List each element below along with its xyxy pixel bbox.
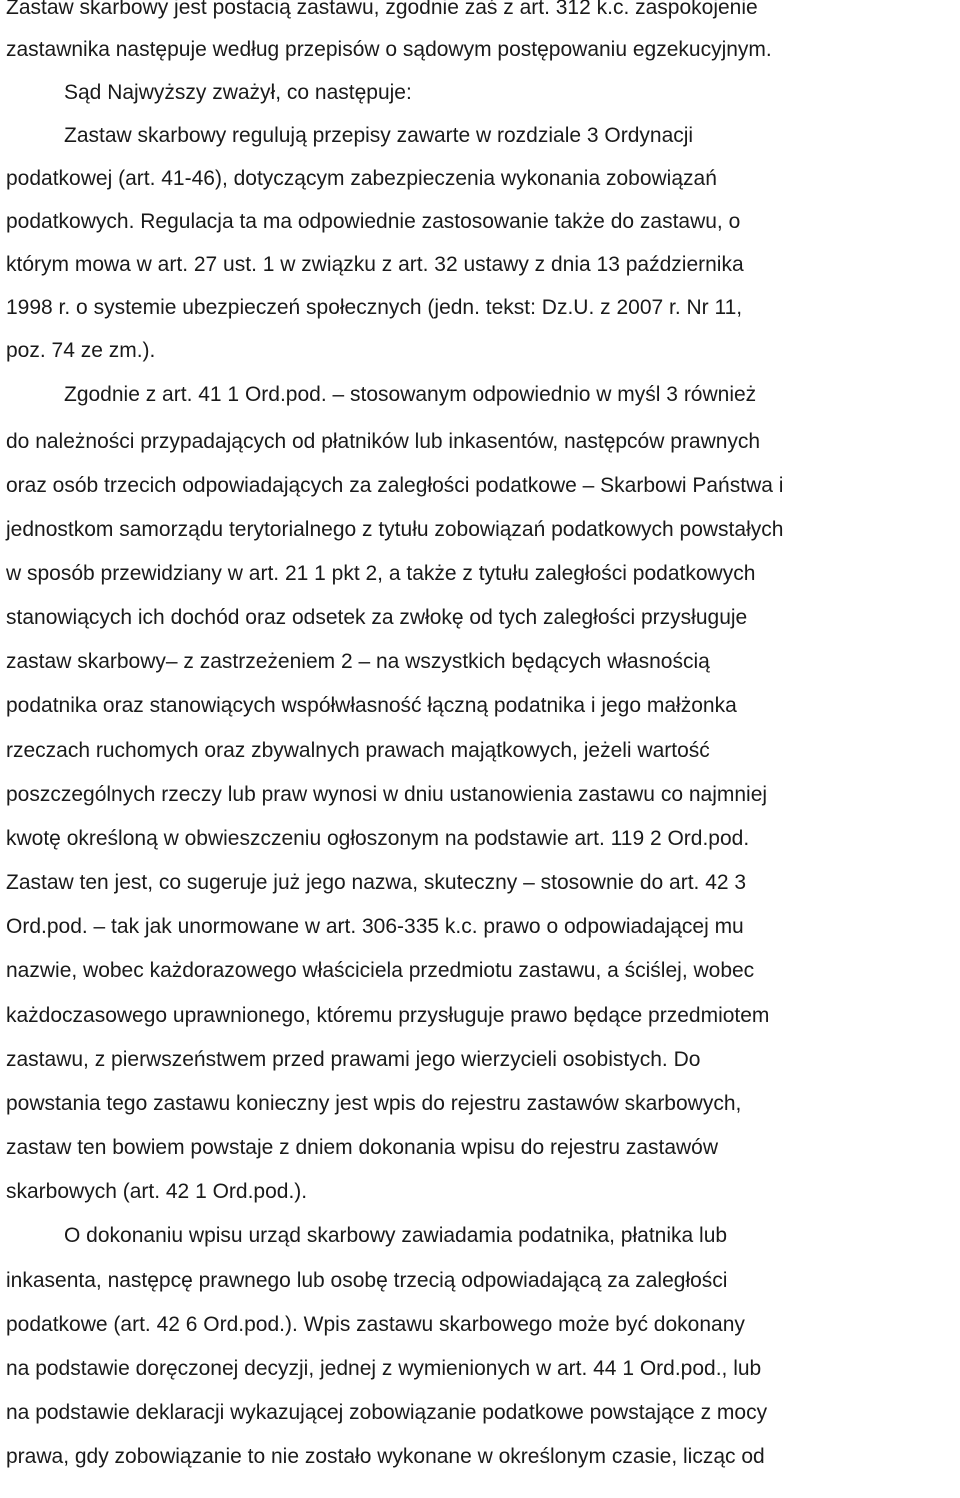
- text-line: na podstawie doręczonej decyzji, jednej z wymienionych w art. 44 1 Ord.pod., lub: [6, 1357, 762, 1380]
- text-line: inkasenta, następcę prawnego lub osobę trzecią odpowiadającą za zaległości: [6, 1269, 728, 1292]
- text-line: Zgodnie z art. 41 1 Ord.pod. – stosowanym odpowiednio w myśl 3 również: [64, 383, 757, 406]
- text-line: do należności przypadających od płatników lub inkasentów, następców prawnych: [6, 430, 761, 453]
- text-line: zastawnika następuje według przepisów o sądowym postępowaniu egzekucyjnym.: [6, 38, 772, 61]
- text-line: na podstawie deklaracji wykazującej zobowiązanie podatkowe powstające z mocy: [6, 1401, 768, 1424]
- text-line: jednostkom samorządu terytorialnego z tytułu zobowiązań podatkowych powstałych: [6, 518, 784, 541]
- text-line: podatkowej (art. 41-46), dotyczącym zabezpieczenia wykonania zobowiązań: [6, 167, 717, 190]
- text-line: kwotę określoną w obwieszczeniu ogłoszonym na podstawie art. 119 2 Ord.pod.: [6, 827, 750, 850]
- text-line: w sposób przewidziany w art. 21 1 pkt 2, a także z tytułu zaległości podatkowych: [6, 562, 756, 585]
- text-line: podatkowych. Regulacja ta ma odpowiednie zastosowanie także do zastawu, o: [6, 210, 741, 233]
- text-line: podatkowe (art. 42 6 Ord.pod.). Wpis zastawu skarbowego może być dokonany: [6, 1313, 745, 1336]
- text-line: zastaw ten bowiem powstaje z dniem dokonania wpisu do rejestru zastawów: [6, 1136, 719, 1159]
- text-line: Zastaw ten jest, co sugeruje już jego nazwa, skuteczny – stosownie do art. 42 3: [6, 871, 747, 894]
- text-line: poz. 74 ze zm.).: [6, 339, 156, 362]
- text-line: nazwie, wobec każdorazowego właściciela przedmiotu zastawu, a ściślej, wobec: [6, 959, 755, 982]
- text-line: każdoczasowego uprawnionego, któremu przysługuje prawo będące przedmiotem: [6, 1004, 770, 1027]
- text-line: Zastaw skarbowy regulują przepisy zawarte w rozdziale 3 Ordynacji: [64, 124, 694, 147]
- text-line: poszczególnych rzeczy lub praw wynosi w dniu ustanowienia zastawu co najmniej: [6, 783, 768, 806]
- text-line: Sąd Najwyższy zważył, co następuje:: [64, 81, 412, 104]
- text-line: którym mowa w art. 27 ust. 1 w związku z art. 32 ustawy z dnia 13 października: [6, 253, 744, 276]
- text-line: zastaw skarbowy– z zastrzeżeniem 2 – na wszystkich będących własnością: [6, 650, 710, 673]
- text-line: zastawu, z pierwszeństwem przed prawami jego wierzycieli osobistych. Do: [6, 1048, 701, 1071]
- text-line: podatnika oraz stanowiących współwłasność łączną podatnika i jego małżonka: [6, 694, 737, 717]
- text-line: O dokonaniu wpisu urząd skarbowy zawiadamia podatnika, płatnika lub: [64, 1224, 728, 1247]
- text-line: Zastaw skarbowy jest postacią zastawu, zgodnie zaś z art. 312 k.c. zaspokojenie: [6, 0, 758, 19]
- text-line: 1998 r. o systemie ubezpieczeń społecznych (jedn. tekst: Dz.U. z 2007 r. Nr 11,: [6, 296, 743, 319]
- text-line: skarbowych (art. 42 1 Ord.pod.).: [6, 1180, 308, 1203]
- text-line: prawa, gdy zobowiązanie to nie zostało wykonane w określonym czasie, licząc od: [6, 1445, 765, 1468]
- text-line: rzeczach ruchomych oraz zbywalnych prawach majątkowych, jeżeli wartość: [6, 739, 710, 762]
- text-line: stanowiących ich dochód oraz odsetek za zwłokę od tych zaległości przysługuje: [6, 606, 748, 629]
- text-line: powstania tego zastawu konieczny jest wpis do rejestru zastawów skarbowych,: [6, 1092, 742, 1115]
- text-line: Ord.pod. – tak jak unormowane w art. 306-335 k.c. prawo o odpowiadającej mu: [6, 915, 744, 938]
- text-line: oraz osób trzecich odpowiadających za zaległości podatkowe – Skarbowi Państwa i: [6, 474, 784, 497]
